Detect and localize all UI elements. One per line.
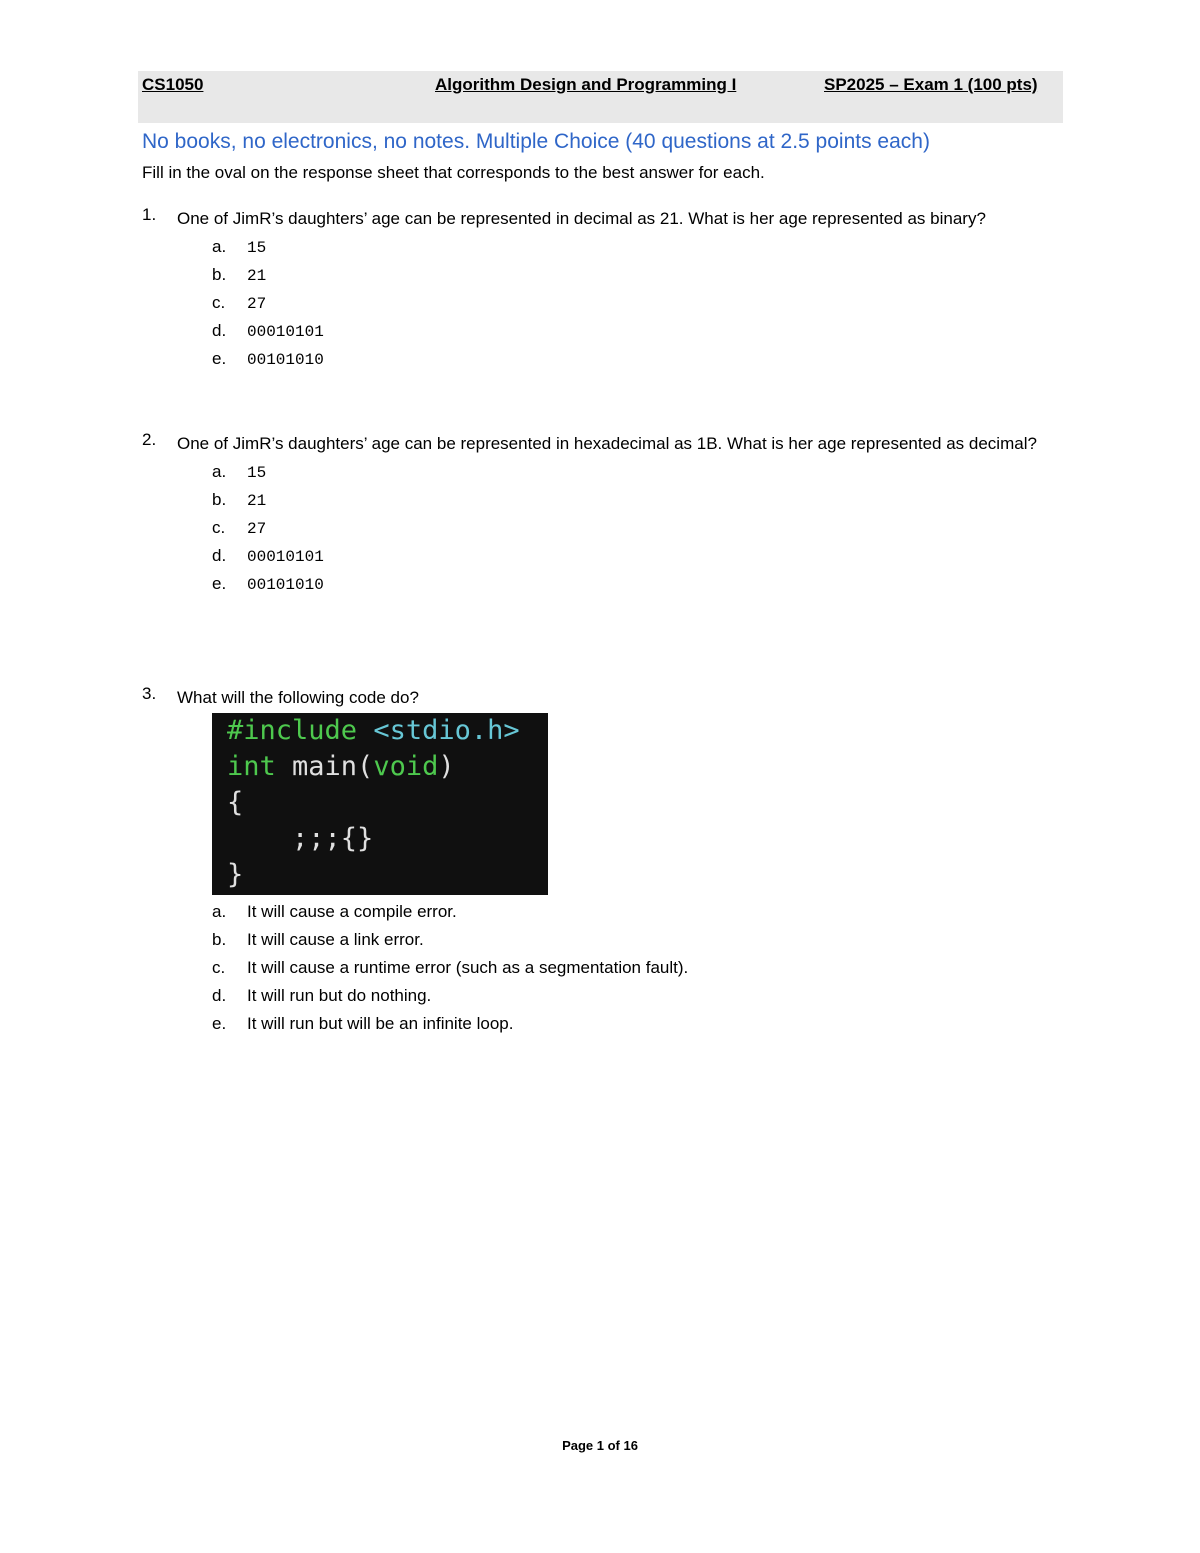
code-line: #include <stdio.h>	[227, 715, 520, 746]
question-text: One of JimR’s daughters’ age can be represented in hexadecimal as 1B. What is her age represented as decimal?	[177, 434, 1037, 453]
option-d: d. 00010101	[212, 546, 324, 566]
question-number: 1.	[142, 205, 157, 224]
course-code: CS1050	[142, 75, 204, 94]
options-list	[212, 898, 1067, 1038]
option-b: b. 21	[212, 265, 267, 285]
question-2	[142, 430, 1067, 598]
option-c: c. 27	[212, 518, 267, 538]
page-number: Page 1 of 16	[562, 1438, 638, 1453]
instructions: Fill in the oval on the response sheet that corresponds to the best answer for each.	[142, 163, 765, 182]
option-a: a. 15	[212, 462, 267, 482]
option-c: c. It will cause a runtime error (such as a segmentation fault).	[212, 958, 689, 977]
code-line: }	[227, 859, 244, 890]
question-number: 2.	[142, 430, 157, 449]
options-list	[212, 458, 1067, 598]
option-d: d. It will run but do nothing.	[212, 986, 432, 1005]
option-a: a. 15	[212, 237, 267, 257]
option-d: d. 00010101	[212, 321, 324, 341]
option-a: a. It will cause a compile error.	[212, 902, 457, 921]
course-title: Algorithm Design and Programming I	[435, 75, 737, 94]
question-1	[142, 205, 1067, 373]
question-number: 3.	[142, 684, 157, 703]
code-line: int main(void)	[227, 751, 455, 782]
question-text: One of JimR’s daughters’ age can be represented in decimal as 21. What is her age represented as binary?	[177, 209, 986, 228]
exam-rules: No books, no electronics, no notes. Multiple Choice (40 questions at 2.5 points each)	[142, 130, 930, 153]
option-b: b. It will cause a link error.	[212, 930, 424, 949]
code-line: ;;;{}	[227, 823, 374, 854]
option-c: c. 27	[212, 293, 267, 313]
exam-title: SP2025 – Exam 1 (100 pts)	[824, 75, 1038, 94]
question-3	[142, 684, 1067, 1038]
code-snippet	[212, 713, 548, 895]
options-list	[212, 233, 1067, 373]
code-line: {	[227, 787, 244, 818]
option-b: b. 21	[212, 490, 267, 510]
option-e: e. It will run but will be an infinite loop.	[212, 1014, 514, 1033]
question-text: What will the following code do?	[177, 688, 419, 707]
option-e: e. 00101010	[212, 349, 324, 369]
option-e: e. 00101010	[212, 574, 324, 594]
